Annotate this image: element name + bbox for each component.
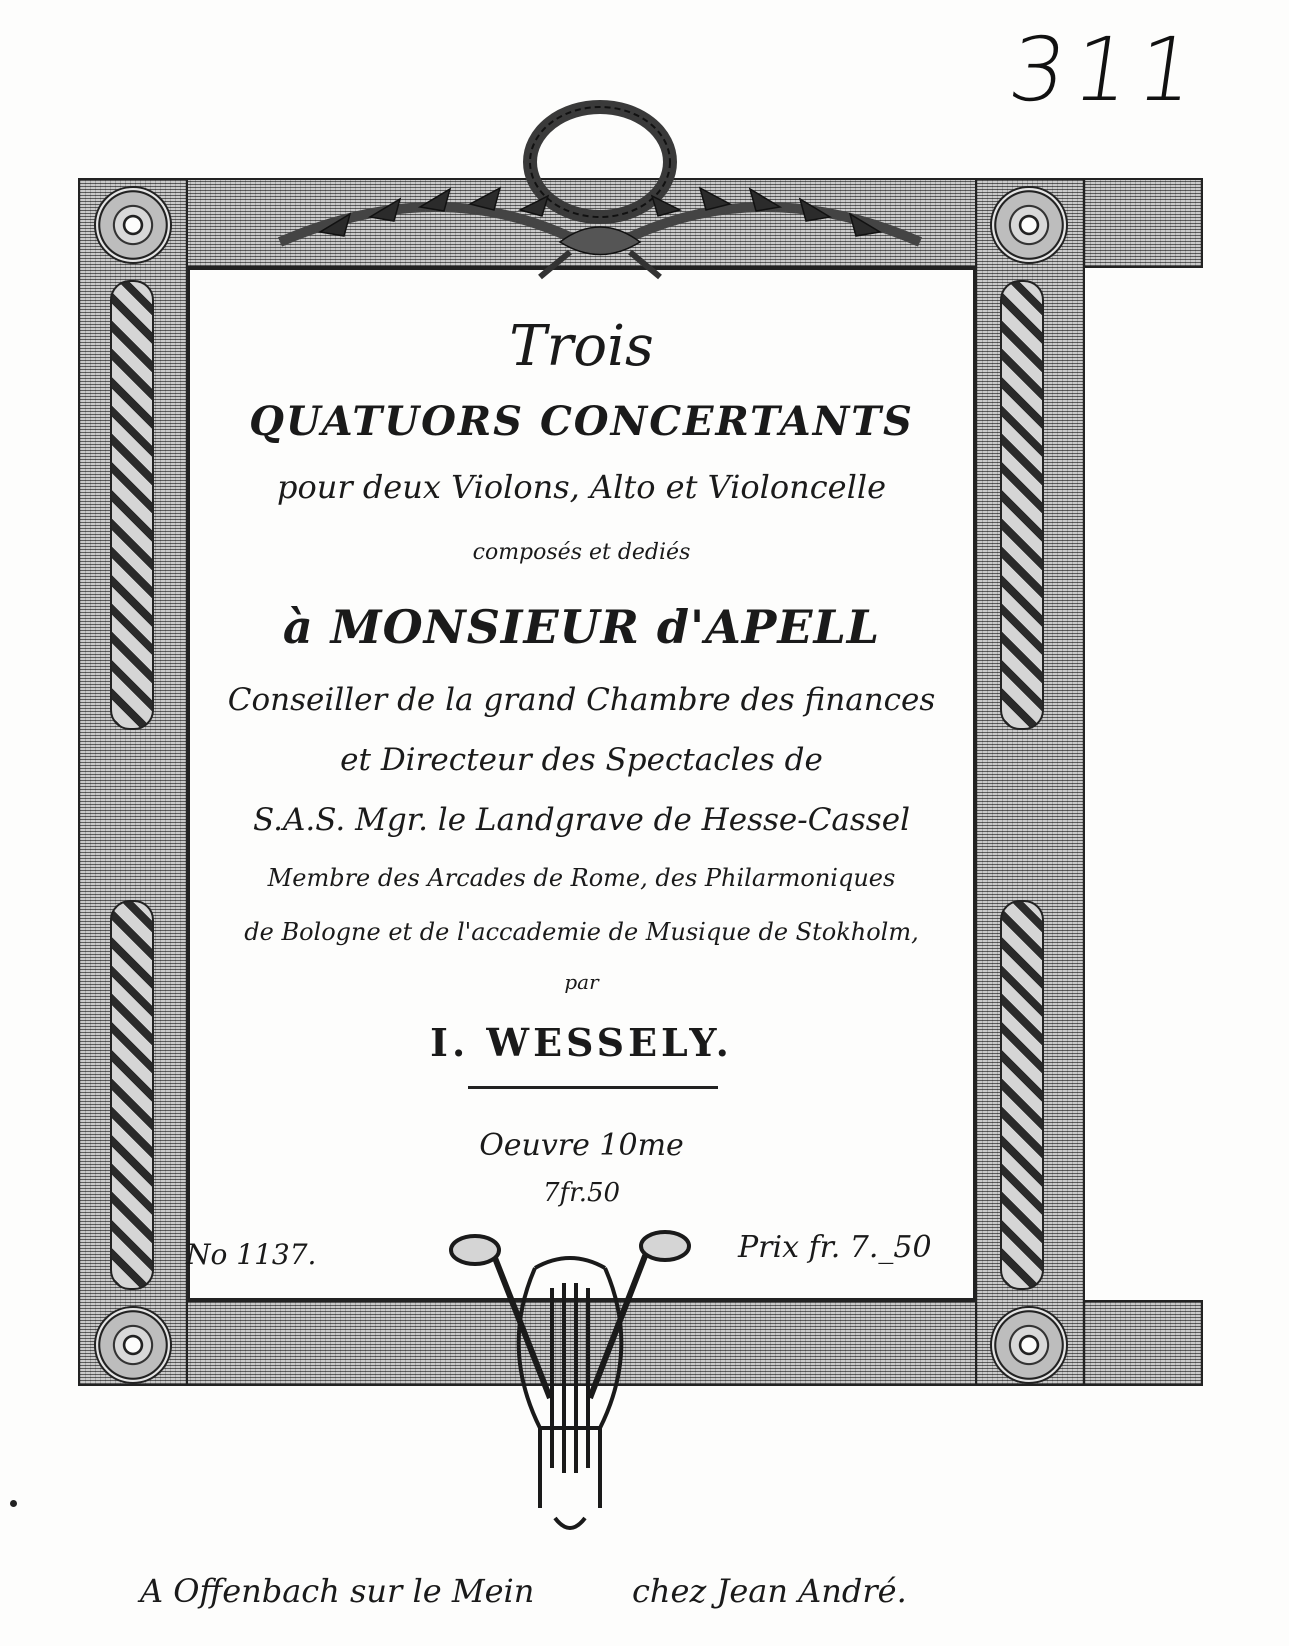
dedicatee: à MONSIEUR d'APELL	[282, 600, 881, 654]
dedicatee-title-line-3: S.A.S. Mgr. le Landgrave de Hesse-Cassel	[253, 802, 910, 838]
divider-rule	[468, 1086, 718, 1089]
dedicatee-title-line-5: de Bologne et de l'accademie de Musique de Stokholm,	[244, 918, 919, 946]
lyre-icon	[440, 1228, 700, 1548]
laurel-wreath-icon	[240, 92, 960, 282]
imprint-publisher: chez Jean André.	[632, 1572, 907, 1610]
dedication-intro: composés et dediés	[472, 540, 691, 565]
twisted-column-right-upper	[1000, 280, 1044, 730]
scan-speck	[10, 1500, 17, 1507]
by-label: par	[564, 970, 599, 994]
price-note: 7fr.50	[542, 1178, 621, 1208]
title-main: QUATUORS CONCERTANTS	[249, 398, 914, 445]
instrumentation: pour deux Violons, Alto et Violoncelle	[276, 468, 887, 506]
handwritten-shelfmark: 311	[1002, 18, 1210, 121]
twisted-column-left-lower	[110, 900, 154, 1290]
rosette-icon	[990, 1306, 1068, 1384]
twisted-column-left-upper	[110, 280, 154, 730]
price: Prix fr. 7._50	[738, 1230, 932, 1265]
dedicatee-title-line-4: Membre des Arcades de Rome, des Philarmoniques	[267, 864, 896, 892]
rosette-icon	[990, 186, 1068, 264]
rosette-icon	[94, 186, 172, 264]
title-trois: Trois	[509, 314, 654, 379]
composer-name: I. WESSELY.	[430, 1020, 733, 1065]
dedicatee-title-line-1: Conseiller de la grand Chambre des finances	[227, 682, 936, 718]
dedicatee-title-line-2: et Directeur des Spectacles de	[340, 742, 823, 778]
imprint-place: A Offenbach sur le Mein	[140, 1572, 535, 1610]
opus-number: Oeuvre 10me	[479, 1128, 684, 1163]
plate-number: No 1137.	[186, 1238, 317, 1271]
twisted-column-right-lower	[1000, 900, 1044, 1290]
rosette-icon	[94, 1306, 172, 1384]
